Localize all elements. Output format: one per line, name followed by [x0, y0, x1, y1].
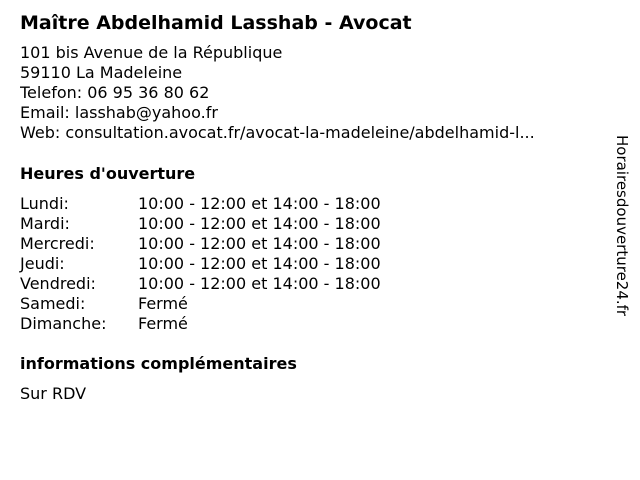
hours-row-monday	[20, 194, 381, 214]
address-street: 101 bis Avenue de la République	[20, 43, 283, 62]
time-value: 10:00 - 12:00 et 14:00 - 18:00	[138, 194, 381, 213]
day-label: Vendredi:	[20, 274, 96, 293]
time-value: 10:00 - 12:00 et 14:00 - 18:00	[138, 254, 381, 273]
opening-hours-heading: Heures d'ouverture	[20, 164, 196, 183]
time-value: 10:00 - 12:00 et 14:00 - 18:00	[138, 274, 381, 293]
time-value: Fermé	[138, 314, 188, 333]
time-value: 10:00 - 12:00 et 14:00 - 18:00	[138, 214, 381, 233]
hours-row-wednesday	[20, 234, 381, 254]
day-label: Jeudi:	[20, 254, 65, 273]
site-watermark: Horairesdouverture24.fr	[613, 135, 631, 317]
additional-info-text: Sur RDV	[20, 384, 87, 403]
opening-hours-table	[20, 194, 381, 334]
hours-row-saturday	[20, 294, 381, 314]
day-label: Mardi:	[20, 214, 70, 233]
hours-row-sunday	[20, 314, 381, 334]
hours-row-friday	[20, 274, 381, 294]
website-link: Web: consultation.avocat.fr/avocat-la-madeleine/abdelhamid-l...	[20, 123, 535, 142]
contact-block	[20, 43, 590, 143]
page-title: Maître Abdelhamid Lasshab - Avocat	[20, 12, 412, 34]
day-label: Dimanche:	[20, 314, 107, 333]
day-label: Samedi:	[20, 294, 86, 313]
day-label: Lundi:	[20, 194, 69, 213]
additional-info-heading: informations complémentaires	[20, 354, 297, 373]
day-label: Mercredi:	[20, 234, 95, 253]
email-address: Email: lasshab@yahoo.fr	[20, 103, 218, 122]
hours-row-thursday	[20, 254, 381, 274]
hours-row-tuesday	[20, 214, 381, 234]
time-value: Fermé	[138, 294, 188, 313]
address-city: 59110 La Madeleine	[20, 63, 183, 82]
time-value: 10:00 - 12:00 et 14:00 - 18:00	[138, 234, 381, 253]
phone-number: Telefon: 06 95 36 80 62	[20, 83, 210, 102]
